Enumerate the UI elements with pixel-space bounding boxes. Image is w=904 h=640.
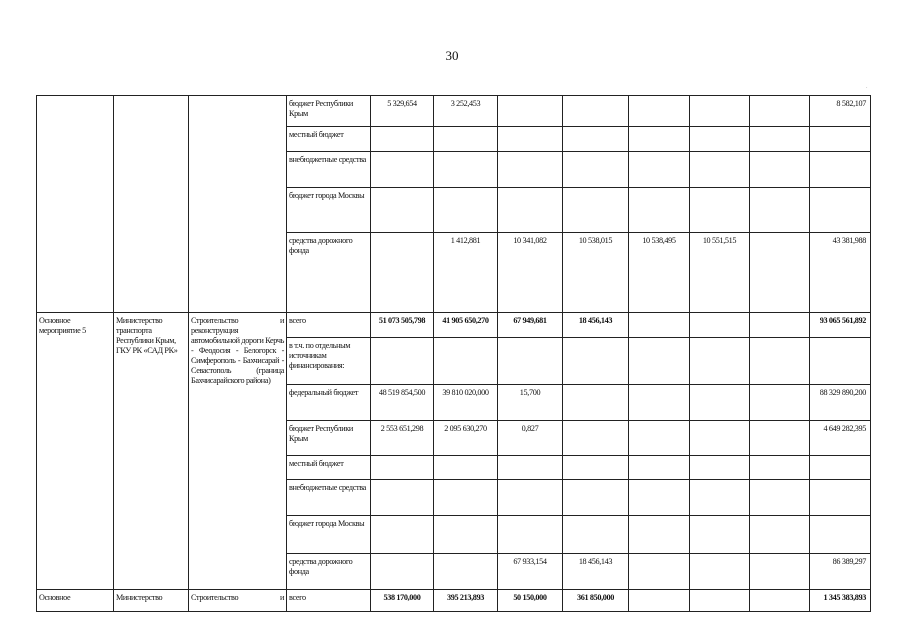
- stray-mark: .: [866, 84, 868, 90]
- value-cell: [563, 127, 629, 152]
- value-cell: [750, 385, 810, 421]
- value-cell: 0,827: [498, 421, 563, 456]
- value-cell: [629, 590, 690, 612]
- value-cell: 41 905 650,270: [434, 313, 498, 338]
- financing-table: [36, 95, 871, 612]
- value-cell: 67 949,681: [498, 313, 563, 338]
- source-cell: средства дорожного фонда: [287, 554, 371, 590]
- value-cell: [629, 96, 690, 127]
- description-cell: [189, 96, 287, 313]
- value-cell: [690, 554, 750, 590]
- value-cell: 2 553 651,298: [371, 421, 434, 456]
- source-cell: в т.ч. по отдельным источникам финансирования:: [287, 338, 371, 385]
- value-cell: 1 412,881: [434, 233, 498, 313]
- value-cell: 48 519 854,500: [371, 385, 434, 421]
- total-cell: 8 582,107: [810, 96, 871, 127]
- value-cell: [371, 127, 434, 152]
- value-cell: [498, 96, 563, 127]
- total-cell: [810, 338, 871, 385]
- measure-name-cell: Основное: [37, 590, 114, 612]
- value-cell: [629, 313, 690, 338]
- value-cell: [371, 152, 434, 188]
- value-cell: [690, 516, 750, 554]
- total-cell: 43 381,988: [810, 233, 871, 313]
- value-cell: 395 213,893: [434, 590, 498, 612]
- value-cell: [434, 456, 498, 480]
- source-cell: бюджет города Москвы: [287, 188, 371, 233]
- total-cell: 4 649 282,395: [810, 421, 871, 456]
- value-cell: [563, 152, 629, 188]
- total-cell: [810, 456, 871, 480]
- value-cell: 50 150,000: [498, 590, 563, 612]
- value-cell: [563, 421, 629, 456]
- value-cell: [690, 385, 750, 421]
- source-cell: внебюджетные средства: [287, 152, 371, 188]
- total-cell: 1 345 383,893: [810, 590, 871, 612]
- value-cell: 10 341,082: [498, 233, 563, 313]
- value-cell: [690, 421, 750, 456]
- value-cell: [750, 96, 810, 127]
- value-cell: [563, 385, 629, 421]
- value-cell: [629, 152, 690, 188]
- value-cell: [434, 516, 498, 554]
- value-cell: [750, 480, 810, 516]
- table-row: [37, 590, 871, 612]
- value-cell: [750, 421, 810, 456]
- value-cell: [690, 480, 750, 516]
- executor-cell: Министерство: [114, 590, 189, 612]
- value-cell: [498, 338, 563, 385]
- value-cell: [629, 456, 690, 480]
- value-cell: [498, 127, 563, 152]
- value-cell: [690, 127, 750, 152]
- value-cell: [750, 456, 810, 480]
- value-cell: [750, 338, 810, 385]
- value-cell: [563, 338, 629, 385]
- value-cell: [434, 480, 498, 516]
- value-cell: 18 456,143: [563, 313, 629, 338]
- value-cell: [563, 188, 629, 233]
- value-cell: [690, 590, 750, 612]
- source-cell: местный бюджет: [287, 456, 371, 480]
- executor-cell: [114, 96, 189, 313]
- value-cell: [750, 516, 810, 554]
- value-cell: 39 810 020,000: [434, 385, 498, 421]
- table-row: [37, 96, 871, 127]
- total-cell: 88 329 890,200: [810, 385, 871, 421]
- page-number: 30: [445, 48, 459, 63]
- value-cell: [750, 152, 810, 188]
- source-cell: бюджет Республики Крым: [287, 421, 371, 456]
- total-cell: [810, 480, 871, 516]
- description-cell: Строительство и реконструкция автомобильной дороги Керчь - Феодосия - Белогорск - Симферополь - Бахчисарай - Севастополь (граница Бахчисарайского района): [189, 313, 287, 590]
- value-cell: [563, 480, 629, 516]
- value-cell: [750, 127, 810, 152]
- value-cell: 361 850,000: [563, 590, 629, 612]
- value-cell: 10 538,495: [629, 233, 690, 313]
- source-cell: всего: [287, 590, 371, 612]
- value-cell: [371, 338, 434, 385]
- value-cell: [750, 188, 810, 233]
- value-cell: [434, 152, 498, 188]
- value-cell: [629, 421, 690, 456]
- total-cell: [810, 516, 871, 554]
- source-cell: бюджет города Москвы: [287, 516, 371, 554]
- total-cell: [810, 152, 871, 188]
- value-cell: [690, 456, 750, 480]
- value-cell: 2 095 630,270: [434, 421, 498, 456]
- value-cell: [498, 516, 563, 554]
- value-cell: [371, 233, 434, 313]
- value-cell: 3 252,453: [434, 96, 498, 127]
- value-cell: [629, 516, 690, 554]
- value-cell: [690, 188, 750, 233]
- value-cell: [629, 554, 690, 590]
- source-cell: всего: [287, 313, 371, 338]
- measure-name-cell: Основное мероприятие 5: [37, 313, 114, 590]
- value-cell: [371, 456, 434, 480]
- total-cell: [810, 188, 871, 233]
- value-cell: [629, 385, 690, 421]
- value-cell: [434, 554, 498, 590]
- value-cell: [498, 480, 563, 516]
- value-cell: 10 538,015: [563, 233, 629, 313]
- value-cell: [371, 554, 434, 590]
- total-cell: 86 389,297: [810, 554, 871, 590]
- source-cell: местный бюджет: [287, 127, 371, 152]
- value-cell: [629, 188, 690, 233]
- value-cell: [629, 338, 690, 385]
- value-cell: [629, 127, 690, 152]
- value-cell: [563, 96, 629, 127]
- description-cell: Строительство и: [189, 590, 287, 612]
- value-cell: 10 551,515: [690, 233, 750, 313]
- value-cell: 5 329,654: [371, 96, 434, 127]
- value-cell: [434, 127, 498, 152]
- value-cell: [690, 96, 750, 127]
- source-cell: внебюджетные средства: [287, 480, 371, 516]
- value-cell: [750, 233, 810, 313]
- value-cell: [371, 480, 434, 516]
- value-cell: [690, 313, 750, 338]
- value-cell: 538 170,000: [371, 590, 434, 612]
- total-cell: [810, 127, 871, 152]
- value-cell: [690, 338, 750, 385]
- value-cell: 18 456,143: [563, 554, 629, 590]
- source-cell: средства дорожного фонда: [287, 233, 371, 313]
- source-cell: федеральный бюджет: [287, 385, 371, 421]
- value-cell: [563, 516, 629, 554]
- value-cell: [750, 313, 810, 338]
- value-cell: [498, 188, 563, 233]
- value-cell: [563, 456, 629, 480]
- value-cell: [750, 554, 810, 590]
- value-cell: 15,700: [498, 385, 563, 421]
- value-cell: 67 933,154: [498, 554, 563, 590]
- value-cell: [371, 188, 434, 233]
- total-cell: 93 065 561,892: [810, 313, 871, 338]
- table-row: [37, 313, 871, 338]
- value-cell: [690, 152, 750, 188]
- value-cell: [498, 456, 563, 480]
- value-cell: [434, 338, 498, 385]
- value-cell: 51 073 505,798: [371, 313, 434, 338]
- executor-cell: Министерство транспорта Республики Крым, ГКУ РК «САД РК»: [114, 313, 189, 590]
- value-cell: [750, 590, 810, 612]
- measure-name-cell: [37, 96, 114, 313]
- value-cell: [371, 516, 434, 554]
- value-cell: [629, 480, 690, 516]
- value-cell: [498, 152, 563, 188]
- value-cell: [434, 188, 498, 233]
- source-cell: бюджет Республики Крым: [287, 96, 371, 127]
